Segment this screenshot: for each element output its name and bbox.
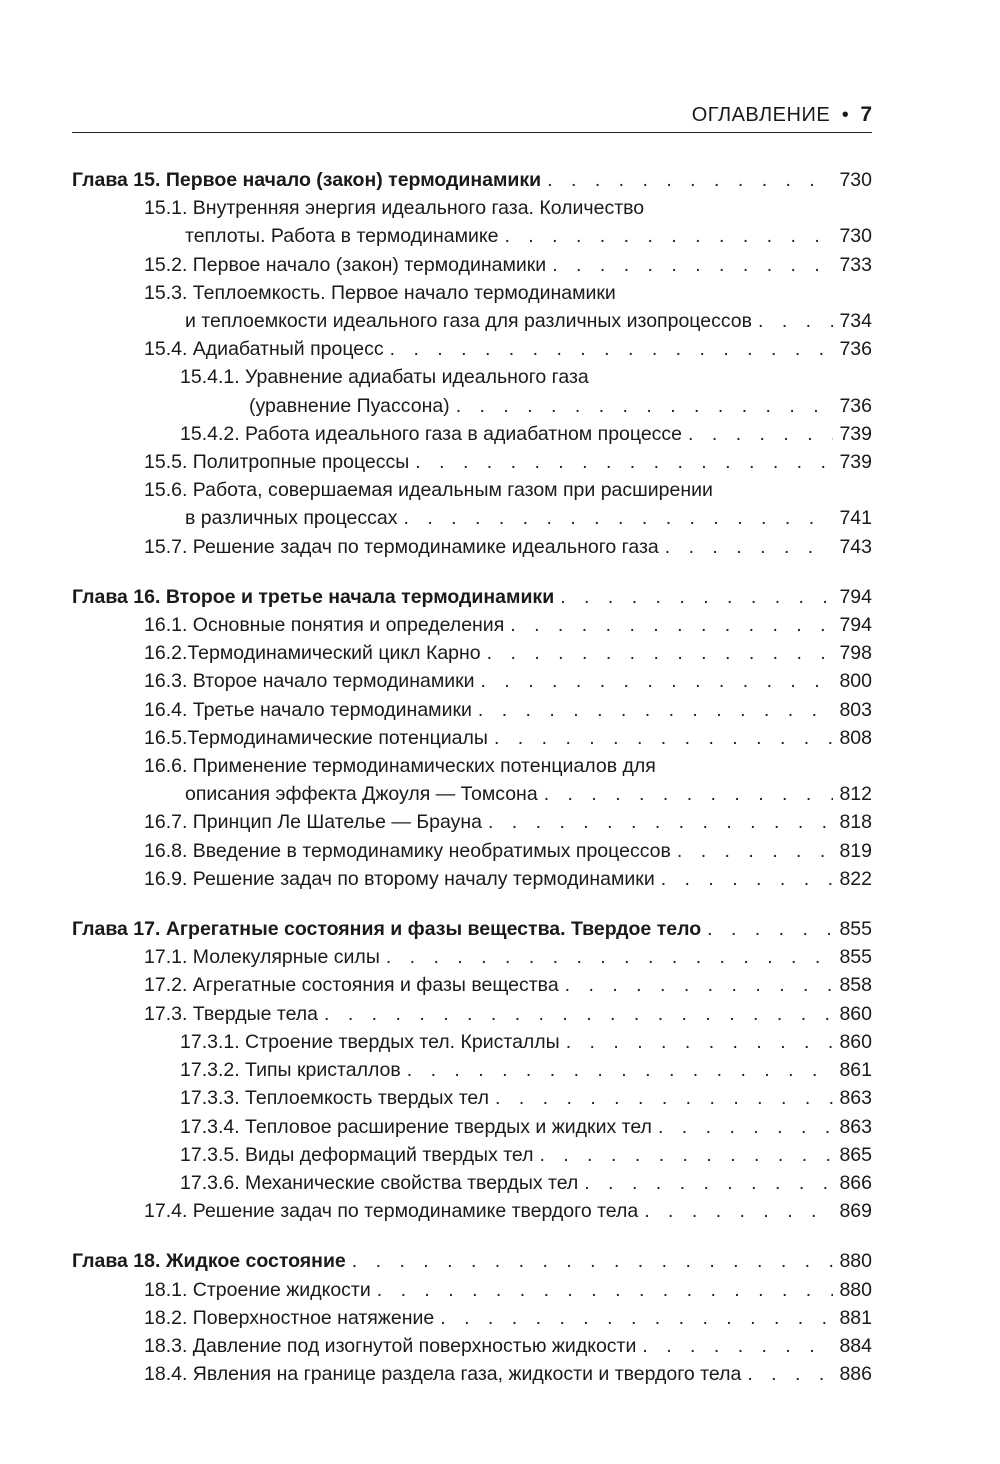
toc-entry-text: 18.2. Поверхностное натяжение xyxy=(144,1306,435,1329)
toc-entry-line xyxy=(144,335,872,363)
toc-entry-line xyxy=(144,1304,872,1332)
toc-entry-line xyxy=(180,392,872,420)
toc-section xyxy=(72,837,872,865)
toc-subsection xyxy=(72,1056,872,1084)
toc-entry-text: 18.4. Явления на границе раздела газа, жидкости и твердого тела xyxy=(144,1363,742,1386)
toc-section xyxy=(72,1000,872,1028)
toc-entry-text: 15.4.1. Уравнение адиабаты идеального газа xyxy=(180,366,589,389)
toc-entry-text: в различных процессах xyxy=(185,507,398,530)
dot-leader xyxy=(544,780,834,808)
toc-entry-text: 16.7. Принцип Ле Шателье — Брауна xyxy=(144,811,482,834)
toc-page-number: 860 xyxy=(839,1002,872,1025)
toc-section xyxy=(72,476,872,532)
toc-entry-text: Глава 17. Агрегатные состояния и фазы вещества. Твердое тело xyxy=(72,918,702,941)
toc-entry-text: Глава 18. Жидкое состояние xyxy=(72,1250,346,1273)
toc-entry-line xyxy=(144,504,872,532)
toc-chapter-heading xyxy=(72,583,872,611)
toc-section xyxy=(72,1360,872,1388)
dot-leader xyxy=(758,307,833,335)
toc-entry-line xyxy=(144,1276,872,1304)
toc-subsection xyxy=(72,363,872,419)
toc-entry-text: 17.3.2. Типы кристаллов xyxy=(180,1059,401,1082)
dot-leader xyxy=(415,448,833,476)
toc-entry-line xyxy=(180,1113,872,1141)
toc-section xyxy=(72,752,872,808)
toc-entry-text: 15.4.2. Работа идеального газа в адиабатном процессе xyxy=(180,422,683,445)
toc-section xyxy=(72,724,872,752)
toc-page-number: 855 xyxy=(839,918,872,941)
toc-entry-line xyxy=(180,1169,872,1197)
toc-page-number: 881 xyxy=(839,1306,872,1329)
toc-subsection xyxy=(72,1028,872,1056)
toc-entry-line xyxy=(144,1197,872,1225)
toc-page-number: 800 xyxy=(839,670,872,693)
toc-subsection xyxy=(72,420,872,448)
toc-entry-line xyxy=(144,611,872,639)
toc-section xyxy=(72,448,872,476)
dot-leader xyxy=(494,724,834,752)
toc-entry-text: 17.3.1. Строение твердых тел. Кристаллы xyxy=(180,1030,560,1053)
toc-page-number: 808 xyxy=(839,726,872,749)
toc-page-number: 822 xyxy=(839,867,872,890)
toc-entry-text: 17.3. Твердые тела xyxy=(144,1002,319,1025)
toc-page-number: 730 xyxy=(839,169,872,191)
dot-leader xyxy=(352,1247,834,1275)
toc-page-number: 886 xyxy=(839,1363,872,1386)
toc-page-number: 733 xyxy=(839,253,872,276)
toc-page-number: 858 xyxy=(839,974,872,997)
page-number: 7 xyxy=(860,103,872,126)
toc-page-number: 865 xyxy=(839,1143,872,1166)
dot-leader xyxy=(487,639,834,667)
dot-leader xyxy=(478,696,834,724)
toc-entry-line xyxy=(144,780,872,808)
toc-entry-text: 15.3. Теплоемкость. Первое начало термодинамики xyxy=(144,281,616,304)
dot-leader xyxy=(495,1084,833,1112)
toc-entry-text: Глава 16. Второе и третье начала термодинамики xyxy=(72,585,555,608)
dot-leader xyxy=(386,943,834,971)
toc-page-number: 739 xyxy=(839,422,872,445)
toc-entry-line xyxy=(144,865,872,893)
toc-entry-text: 17.4. Решение задач по термодинамике твердого тела xyxy=(144,1200,639,1223)
dot-leader xyxy=(566,1028,834,1056)
toc-page-number: 741 xyxy=(839,507,872,530)
toc-entry-text: 16.8. Введение в термодинамику необратимых процессов xyxy=(144,839,671,862)
toc-section xyxy=(72,1276,872,1304)
toc-page-number: 855 xyxy=(839,946,872,969)
toc-entry-line xyxy=(144,222,872,250)
toc-entry-text: 18.1. Строение жидкости xyxy=(144,1278,371,1301)
toc-entry-line xyxy=(180,1141,872,1169)
toc-chapter xyxy=(72,166,872,561)
dot-leader xyxy=(642,1332,833,1360)
dot-leader xyxy=(540,1141,834,1169)
toc-subsection xyxy=(72,1084,872,1112)
toc-entry-text: и теплоемкости идеального газа для различных изопроцессов xyxy=(185,310,753,333)
dot-leader xyxy=(688,420,833,448)
toc-chapter-heading xyxy=(72,166,872,194)
toc-entry-text: 17.3.5. Виды деформаций твердых тел xyxy=(180,1143,534,1166)
toc-entry-text: 16.9. Решение задач по второму началу термодинамики xyxy=(144,867,655,890)
toc-entry-line xyxy=(72,915,872,943)
toc-entry-text: 16.1. Основные понятия и определения xyxy=(144,614,505,637)
toc-entry-text: 16.2.Термодинамический цикл Карно xyxy=(144,642,481,665)
toc-entry-text: 15.6. Работа, совершаемая идеальным газом при расширении xyxy=(144,479,713,502)
toc-entry-text: 16.4. Третье начало термодинамики xyxy=(144,698,472,721)
dot-leader xyxy=(665,533,834,561)
toc-page-number: 743 xyxy=(839,535,872,558)
dot-leader xyxy=(547,166,833,194)
toc-entry-line xyxy=(144,639,872,667)
toc-entry-line xyxy=(144,943,872,971)
toc-entry-text: 16.3. Второе начало термодинамики xyxy=(144,670,475,693)
toc-entry-text: 15.1. Внутренняя энергия идеального газа. Количество xyxy=(144,197,645,220)
toc-page-number: 736 xyxy=(839,338,872,361)
toc-page-number: 860 xyxy=(839,1030,872,1053)
toc-page-number: 866 xyxy=(839,1171,872,1194)
dot-leader xyxy=(504,222,833,250)
toc-entry-line xyxy=(144,533,872,561)
toc-page-number: 798 xyxy=(839,642,872,665)
toc-subsection xyxy=(72,1169,872,1197)
dot-leader xyxy=(644,1197,833,1225)
toc-section xyxy=(72,611,872,639)
dot-leader xyxy=(707,915,833,943)
toc-section xyxy=(72,335,872,363)
toc-section xyxy=(72,696,872,724)
toc-entry-line xyxy=(72,166,872,194)
toc-entry-line xyxy=(144,1000,872,1028)
dot-leader xyxy=(747,1360,833,1388)
toc-section xyxy=(72,251,872,279)
toc-entry-text: теплоты. Работа в термодинамике xyxy=(185,225,499,248)
toc-page-number: 861 xyxy=(839,1059,872,1082)
toc-entry-line xyxy=(180,1084,872,1112)
toc-section xyxy=(72,279,872,335)
toc-chapter xyxy=(72,1247,872,1388)
toc-section xyxy=(72,865,872,893)
toc-entry-line xyxy=(180,1028,872,1056)
toc-entry-line xyxy=(144,724,872,752)
toc-entry-text: 15.5. Политропные процессы xyxy=(144,451,410,474)
toc-entry-text: 17.3.6. Механические свойства твердых тел xyxy=(180,1171,579,1194)
dot-leader xyxy=(324,1000,833,1028)
toc-page-number: 794 xyxy=(839,585,872,608)
running-header xyxy=(72,100,872,133)
toc-section xyxy=(72,808,872,836)
toc-entry-text: Глава 15. Первое начало (закон) термодинамики xyxy=(72,169,542,191)
table-of-contents xyxy=(72,166,872,1410)
toc-entry-line xyxy=(180,1056,872,1084)
toc-page-number: 880 xyxy=(839,1250,872,1273)
toc-page-number: 863 xyxy=(839,1115,872,1138)
dot-leader xyxy=(658,1113,834,1141)
toc-entry-text: 17.2. Агрегатные состояния и фазы вещества xyxy=(144,974,559,997)
toc-page-number: 730 xyxy=(839,225,872,248)
toc-section xyxy=(72,943,872,971)
toc-section xyxy=(72,1332,872,1360)
toc-entry-line xyxy=(144,696,872,724)
toc-section xyxy=(72,667,872,695)
toc-entry-text: 16.6. Применение термодинамических потенциалов для xyxy=(144,755,656,778)
toc-page-number: 739 xyxy=(839,451,872,474)
toc-entry-text: 17.3.3. Теплоемкость твердых тел xyxy=(180,1087,489,1110)
toc-entry-line xyxy=(72,1247,872,1275)
toc-entry-text: 15.2. Первое начало (закон) термодинамики xyxy=(144,253,547,276)
toc-page-number: 863 xyxy=(839,1087,872,1110)
toc-page-number: 884 xyxy=(839,1334,872,1357)
dot-leader xyxy=(390,335,834,363)
toc-entry-text: 15.7. Решение задач по термодинамике идеального газа xyxy=(144,535,659,558)
dot-leader xyxy=(440,1304,833,1332)
toc-section xyxy=(72,1197,872,1225)
toc-entry-line xyxy=(144,448,872,476)
toc-entry-line xyxy=(144,808,872,836)
toc-subsection xyxy=(72,1113,872,1141)
dot-leader xyxy=(377,1276,834,1304)
toc-section xyxy=(72,194,872,250)
toc-chapter-heading xyxy=(72,915,872,943)
running-header-bullet: • xyxy=(841,104,849,126)
toc-entry-text: 16.5.Термодинамические потенциалы xyxy=(144,726,488,749)
toc-chapter xyxy=(72,583,872,893)
toc-page-number: 803 xyxy=(839,698,872,721)
toc-entry-text: 15.4. Адиабатный процесс xyxy=(144,338,384,361)
toc-page-number: 818 xyxy=(839,811,872,834)
toc-subsection xyxy=(72,1141,872,1169)
dot-leader xyxy=(510,611,833,639)
toc-page-number: 819 xyxy=(839,839,872,862)
dot-leader xyxy=(481,667,834,695)
toc-entry-text: (уравнение Пуассона) xyxy=(249,394,450,417)
toc-page-number: 880 xyxy=(839,1278,872,1301)
dot-leader xyxy=(404,504,834,532)
dot-leader xyxy=(560,583,833,611)
toc-chapter xyxy=(72,915,872,1225)
toc-entry-line xyxy=(144,307,872,335)
toc-page-number: 794 xyxy=(839,614,872,637)
toc-entry-text: 18.3. Давление под изогнутой поверхностью жидкости xyxy=(144,1334,637,1357)
toc-section xyxy=(72,639,872,667)
toc-section xyxy=(72,533,872,561)
toc-section xyxy=(72,971,872,999)
toc-entry-line xyxy=(144,971,872,999)
dot-leader xyxy=(584,1169,833,1197)
running-header-title: ОГЛАВЛЕНИЕ xyxy=(691,104,831,126)
toc-entry-text: 17.1. Молекулярные силы xyxy=(144,946,380,969)
toc-section xyxy=(72,1304,872,1332)
dot-leader xyxy=(661,865,834,893)
toc-entry-line xyxy=(72,583,872,611)
toc-entry-text: описания эффекта Джоуля — Томсона xyxy=(185,783,538,806)
toc-page-number: 736 xyxy=(839,394,872,417)
dot-leader xyxy=(677,837,834,865)
dot-leader xyxy=(456,392,834,420)
dot-leader xyxy=(552,251,833,279)
toc-chapter-heading xyxy=(72,1247,872,1275)
toc-page-number: 869 xyxy=(839,1200,872,1223)
dot-leader xyxy=(488,808,833,836)
toc-entry-line xyxy=(144,1332,872,1360)
toc-entry-line xyxy=(144,837,872,865)
toc-page-number: 812 xyxy=(839,783,872,806)
toc-entry-line xyxy=(144,1360,872,1388)
toc-entry-line xyxy=(144,667,872,695)
toc-entry-text: 17.3.4. Тепловое расширение твердых и жидких тел xyxy=(180,1115,652,1138)
toc-entry-line xyxy=(180,420,872,448)
dot-leader xyxy=(565,971,834,999)
toc-page-number: 734 xyxy=(839,310,872,333)
dot-leader xyxy=(407,1056,834,1084)
toc-entry-line xyxy=(144,251,872,279)
